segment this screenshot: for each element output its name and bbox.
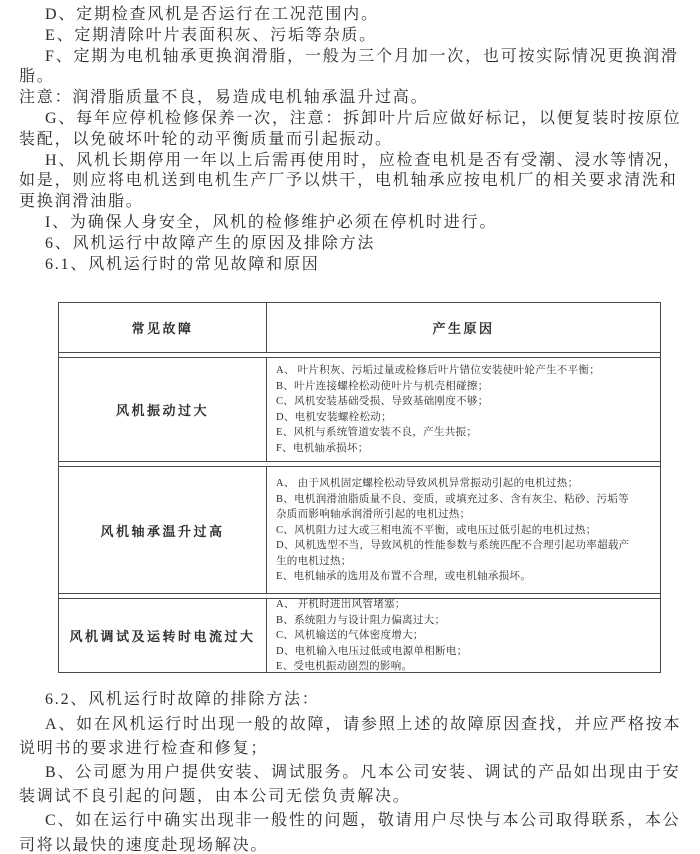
- cause-line: B、系统阻力与设计阻力偏离过大；: [276, 614, 446, 626]
- outro-text: [0, 688, 700, 854]
- cause-line: D、电机安装螺栓松动；: [276, 411, 392, 423]
- cause-line: B、叶片连接螺栓松动使叶片与机壳相碰擦；: [276, 380, 489, 392]
- column-header-fault: 常见故障: [59, 303, 267, 352]
- causes-cell: [267, 599, 660, 672]
- cause-line: A、 叶片积灰、污垢过量或检修后叶片错位安装使叶轮产生不平衡；: [276, 365, 601, 377]
- cause-line: B、电机润滑油脂质量不良、变质，或填充过多、含有灰尘、粘砂、污垢等杂质而影响轴承润滑所引起的电机过热；: [276, 493, 629, 521]
- text-line: G、每年应停机检修保养一次，注意：拆卸叶片后应做好标记，以便复装时按原位: [45, 109, 682, 127]
- column-header-cause: 产生原因: [432, 321, 495, 337]
- text-line: 装配，以免破坏叶轮的动平衡质量而引起振动。: [19, 130, 393, 148]
- table-header-row: [59, 303, 660, 353]
- causes-cell: [267, 358, 660, 461]
- table-row: [59, 357, 660, 462]
- text-line: F、定期为电机轴承更换润滑脂，一般为三个月加一次，也可按实际情况更换润滑: [45, 47, 679, 65]
- intro-text: [0, 0, 700, 275]
- text-line: 6.2、风机运行时故障的排除方法：: [45, 691, 320, 709]
- text-line: H、风机长期停用一年以上后需再使用时，应检查电机是否有受潮、浸水等情况，: [45, 151, 682, 169]
- cause-line: E、受电机振动剧烈的影响。: [276, 661, 413, 673]
- cause-line: D、电机输入电压过低或电源单相断电；: [276, 645, 468, 657]
- fault-cell: 风机调试及运转时电流过大: [59, 599, 267, 672]
- fault-cell: 风机振动过大: [59, 358, 267, 461]
- table-row: [59, 466, 660, 594]
- fault-cell: 风机轴承温升过高: [59, 467, 267, 593]
- cause-line: A、 开机时进出风管堵塞；: [276, 599, 406, 611]
- text-line: 6.1、风机运行时的常见故障和原因: [45, 255, 320, 273]
- text-line: A、如在风机运行时出现一般的故障，请参照上述的故障原因查找，并应严格按本: [45, 715, 682, 733]
- text-line: 如是，则应将电机送到电机生产厂予以烘干，电机轴承应按电机厂的相关要求清洗和: [19, 172, 678, 190]
- text-line: D、定期检查风机是否运行在工况范围内。: [45, 6, 379, 23]
- cause-line: C、风机阻力过大或三相电流不平衡，或电压过低引起的电机过热；: [276, 524, 597, 536]
- table-row: [59, 598, 660, 672]
- cause-line: C、风机输送的气体密度增大；: [276, 630, 424, 642]
- cause-line: D、风机选型不当，导致风机的性能参数与系统匹配不合理引起功率超载产生的电机过热；: [276, 540, 630, 567]
- cause-line: C、风机安装基础受损、导致基础刚度不够；: [276, 396, 489, 408]
- text-line: 更换润滑油脂。: [19, 193, 144, 211]
- cause-line: F、电机轴承损坏；: [276, 442, 369, 454]
- text-line: B、公司愿为用户提供安装、调试服务。凡本公司安装、调试的产品如出现由于安: [45, 763, 681, 781]
- text-line: 注意：润滑脂质量不良，易造成电机轴承温升过高。: [19, 89, 429, 107]
- text-line: 脂。: [19, 68, 55, 86]
- causes-cell: [267, 467, 660, 593]
- cause-line: E、电机轴承的选用及布置不合理，或电机轴承损坏。: [276, 571, 532, 583]
- text-line: 司将以最快的速度赴现场解决。: [19, 836, 269, 854]
- cause-line: E、风机与系统管道安装不良，产生共振；: [276, 427, 478, 439]
- cause-line: A、 由于风机固定螺栓松动导致风机异常振动引起的电机过热；: [276, 478, 579, 490]
- text-line: C、如在运行中确实出现非一般性的问题，敬请用户尽快与本公司取得联系，本公: [45, 812, 681, 830]
- text-line: I、为确保人身安全，风机的检修维护必须在停机时进行。: [45, 213, 498, 231]
- text-line: 说明书的要求进行检查和修复；: [19, 739, 269, 757]
- text-line: 装调试不良引起的问题，由本公司无偿负责解决。: [19, 788, 411, 806]
- fault-table: [58, 302, 661, 673]
- text-line: 6、风机运行中故障产生的原因及排除方法: [45, 234, 376, 252]
- text-line: E、定期清除叶片表面积灰、污垢等杂质。: [45, 26, 377, 44]
